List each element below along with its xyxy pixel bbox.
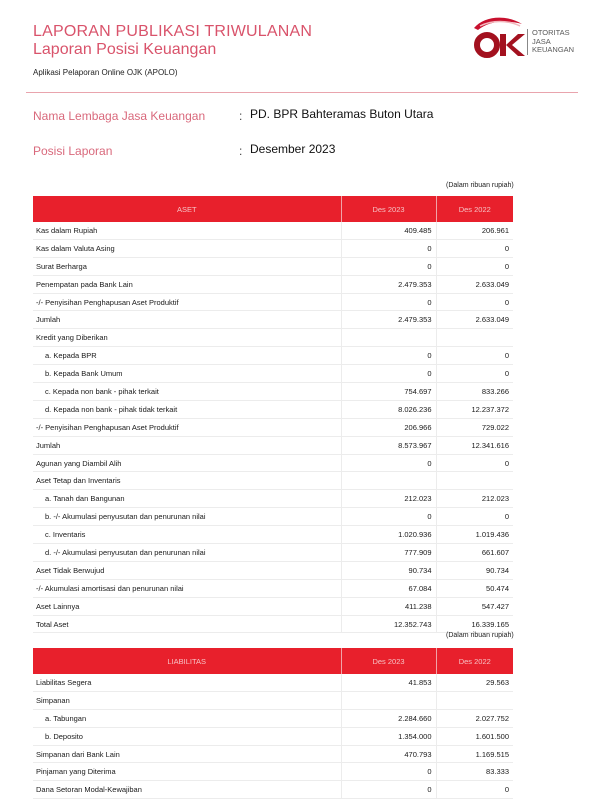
value-des-2022: 16.339.165: [436, 615, 513, 633]
value-des-2022: 729.022: [436, 418, 513, 436]
period-label: Posisi Laporan: [33, 144, 113, 158]
table-row: [33, 597, 513, 615]
ojk-logo-text: [527, 29, 574, 55]
table-row: [33, 383, 513, 401]
institution-value: PD. BPR Bahteramas Buton Utara: [250, 107, 434, 121]
row-label: b. Kepada Bank Umum: [33, 365, 341, 383]
table-row: [33, 239, 513, 257]
row-label: b. -/- Akumulasi penyusutan dan penurunan nilai: [33, 508, 341, 526]
table-row: [33, 436, 513, 454]
table-row: [33, 275, 513, 293]
report-subtitle: Laporan Posisi Keuangan: [33, 41, 217, 58]
value-des-2022: 833.266: [436, 383, 513, 401]
row-label: a. Tanah dan Bangunan: [33, 490, 341, 508]
table-row: [33, 781, 513, 799]
value-des-2022: 2.633.049: [436, 275, 513, 293]
value-des-2023: 0: [341, 293, 436, 311]
assets-unit-note: (Dalam ribuan rupiah): [446, 182, 514, 189]
app-name: Aplikasi Pelaporan Online OJK (APOLO): [33, 68, 178, 77]
period-separator: :: [239, 144, 243, 158]
value-des-2022: 212.023: [436, 490, 513, 508]
row-label: Liabilitas Segera: [33, 674, 341, 691]
row-label: -/- Akumulasi amortisasi dan penurunan nilai: [33, 579, 341, 597]
value-des-2023: 1.020.936: [341, 526, 436, 544]
value-des-2022: 83.333: [436, 763, 513, 781]
row-label: c. Inventaris: [33, 526, 341, 544]
column-header-aset: ASET: [33, 196, 341, 222]
logo-line: OTORITAS: [532, 28, 570, 37]
row-label: Simpanan dari Bank Lain: [33, 745, 341, 763]
row-label: Kredit yang Diberikan: [33, 329, 341, 347]
value-des-2023: 12.352.743: [341, 615, 436, 633]
value-des-2023: 0: [341, 508, 436, 526]
value-des-2023: 777.909: [341, 544, 436, 562]
value-des-2022: 661.607: [436, 544, 513, 562]
value-des-2023: 0: [341, 454, 436, 472]
liabilities-unit-note: (Dalam ribuan rupiah): [446, 632, 514, 639]
column-header-des-2022: Des 2022: [436, 196, 513, 222]
row-label: Jumlah: [33, 311, 341, 329]
value-des-2022: 12.237.372: [436, 400, 513, 418]
column-header-des-2023: Des 2023: [341, 196, 436, 222]
value-des-2022: 1.169.515: [436, 745, 513, 763]
row-label: Agunan yang Diambil Alih: [33, 454, 341, 472]
row-label: Total Aset: [33, 615, 341, 633]
value-des-2023: 409.485: [341, 222, 436, 239]
logo-line: JASA: [532, 36, 551, 46]
row-label: Kas dalam Valuta Asing: [33, 239, 341, 257]
ojk-logo-icon: [470, 14, 530, 60]
table-row: [33, 745, 513, 763]
table-row: [33, 561, 513, 579]
row-label: d. Kepada non bank - pihak tidak terkait: [33, 400, 341, 418]
row-label: c. Kepada non bank - pihak terkait: [33, 383, 341, 401]
row-label: -/- Penyisihan Penghapusan Aset Produktif: [33, 293, 341, 311]
value-des-2022: 29.563: [436, 674, 513, 691]
value-des-2023: 2.284.660: [341, 709, 436, 727]
value-des-2023: 1.354.000: [341, 727, 436, 745]
value-des-2023: 0: [341, 257, 436, 275]
table-row: [33, 257, 513, 275]
assets-table: [33, 196, 513, 633]
table-row: [33, 454, 513, 472]
value-des-2022: 90.734: [436, 561, 513, 579]
value-des-2023: 2.479.353: [341, 311, 436, 329]
liabilities-header-row: [33, 648, 513, 674]
value-des-2022: 2.027.752: [436, 709, 513, 727]
value-des-2022: 0: [436, 347, 513, 365]
table-row: [33, 293, 513, 311]
table-row: [33, 490, 513, 508]
column-header-liabilitas: LIABILITAS: [33, 648, 341, 674]
value-des-2023: 0: [341, 347, 436, 365]
value-des-2022: 0: [436, 454, 513, 472]
table-row: [33, 579, 513, 597]
row-label: Dana Setoran Modal-Kewajiban: [33, 781, 341, 799]
value-des-2022: 0: [436, 508, 513, 526]
value-des-2023: 67.084: [341, 579, 436, 597]
row-label: Pinjaman yang Diterima: [33, 763, 341, 781]
institution-separator: :: [239, 109, 243, 123]
value-des-2023: [341, 691, 436, 709]
value-des-2022: 0: [436, 239, 513, 257]
column-header-des-2022: Des 2022: [436, 648, 513, 674]
table-row: [33, 615, 513, 633]
value-des-2023: 2.479.353: [341, 275, 436, 293]
logo-line: KEUANGAN: [532, 45, 575, 54]
row-label: Kas dalam Rupiah: [33, 222, 341, 239]
table-row: [33, 691, 513, 709]
value-des-2023: [341, 472, 436, 490]
value-des-2023: 0: [341, 365, 436, 383]
row-label: d. -/- Akumulasi penyusutan dan penurunan nilai: [33, 544, 341, 562]
row-label: b. Deposito: [33, 727, 341, 745]
value-des-2023: 41.853: [341, 674, 436, 691]
value-des-2023: 206.966: [341, 418, 436, 436]
value-des-2023: 0: [341, 239, 436, 257]
row-label: a. Kepada BPR: [33, 347, 341, 365]
value-des-2022: 12.341.616: [436, 436, 513, 454]
assets-header-row: [33, 196, 513, 222]
value-des-2022: 1.601.500: [436, 727, 513, 745]
row-label: Aset Lainnya: [33, 597, 341, 615]
value-des-2022: 0: [436, 365, 513, 383]
table-row: [33, 222, 513, 239]
value-des-2023: 754.697: [341, 383, 436, 401]
row-label: Jumlah: [33, 436, 341, 454]
row-label: Aset Tetap dan Inventaris: [33, 472, 341, 490]
row-label: Surat Berharga: [33, 257, 341, 275]
value-des-2023: 0: [341, 763, 436, 781]
value-des-2022: 547.427: [436, 597, 513, 615]
header-divider: [26, 92, 578, 93]
table-row: [33, 400, 513, 418]
table-row: [33, 674, 513, 691]
table-row: [33, 763, 513, 781]
value-des-2022: 2.633.049: [436, 311, 513, 329]
value-des-2022: 50.474: [436, 579, 513, 597]
value-des-2023: 8.573.967: [341, 436, 436, 454]
table-row: [33, 508, 513, 526]
table-row: [33, 329, 513, 347]
table-row: [33, 311, 513, 329]
row-label: Aset Tidak Berwujud: [33, 561, 341, 579]
report-title: LAPORAN PUBLIKASI TRIWULANAN: [33, 23, 313, 40]
value-des-2023: [341, 329, 436, 347]
table-row: [33, 526, 513, 544]
column-header-des-2023: Des 2023: [341, 648, 436, 674]
table-row: [33, 418, 513, 436]
table-row: [33, 472, 513, 490]
row-label: Simpanan: [33, 691, 341, 709]
row-label: Penempatan pada Bank Lain: [33, 275, 341, 293]
value-des-2022: [436, 691, 513, 709]
value-des-2022: 206.961: [436, 222, 513, 239]
row-label: a. Tabungan: [33, 709, 341, 727]
value-des-2023: 212.023: [341, 490, 436, 508]
value-des-2022: 0: [436, 257, 513, 275]
value-des-2022: 1.019.436: [436, 526, 513, 544]
table-row: [33, 347, 513, 365]
value-des-2023: 411.238: [341, 597, 436, 615]
value-des-2022: 0: [436, 781, 513, 799]
liabilities-table: [33, 648, 513, 799]
row-label: -/- Penyisihan Penghapusan Aset Produktif: [33, 418, 341, 436]
table-row: [33, 727, 513, 745]
value-des-2022: 0: [436, 293, 513, 311]
table-row: [33, 544, 513, 562]
table-row: [33, 365, 513, 383]
value-des-2023: 90.734: [341, 561, 436, 579]
period-value: Desember 2023: [250, 142, 336, 156]
institution-label: Nama Lembaga Jasa Keuangan: [33, 109, 206, 123]
value-des-2023: 8.026.236: [341, 400, 436, 418]
value-des-2022: [436, 329, 513, 347]
table-row: [33, 709, 513, 727]
value-des-2023: 0: [341, 781, 436, 799]
value-des-2022: [436, 472, 513, 490]
value-des-2023: 470.793: [341, 745, 436, 763]
